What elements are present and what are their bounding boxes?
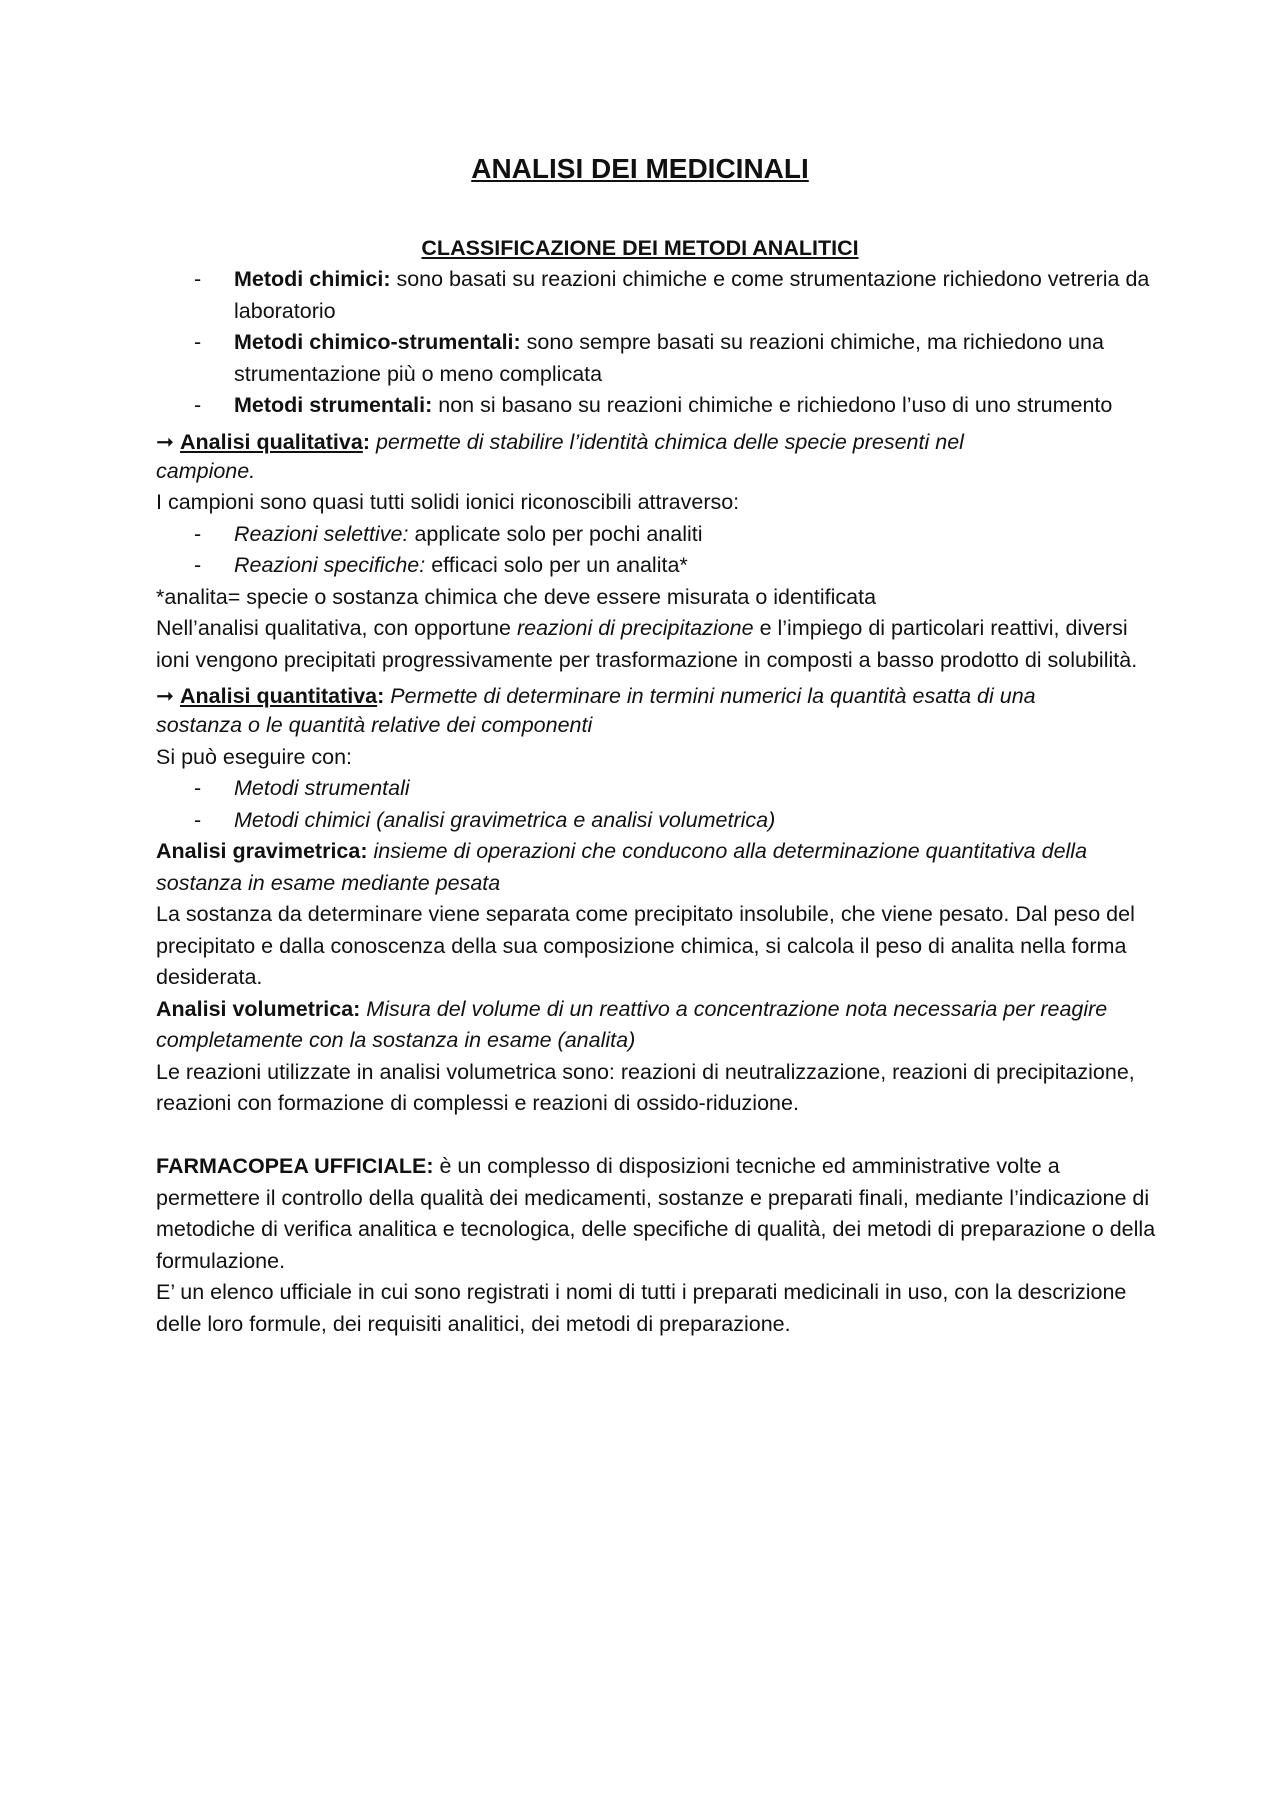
list-item: - Metodi chimici (analisi gravimetrica e analisi volumetrica) xyxy=(156,805,1156,837)
volumetrica-definition: Analisi volumetrica: Misura del volume di un reattivo a concentrazione nota necessaria per reagire completamente con la sostanza in esame (analita) xyxy=(156,996,1108,1052)
definition-continuation: sostanza o le quantità relative dei componenti xyxy=(156,713,593,737)
paragraph: La sostanza da determinare viene separata come precipitato insolubile, che viene pesato. Dal peso del precipitato e dalla conoscenza della sua composizione chimica, si calcola il peso di analita nella forma desiderata. xyxy=(156,902,1135,989)
definition-continuation: campione. xyxy=(156,458,256,483)
paragraph: Si può eseguire con: xyxy=(156,744,353,769)
term-label: Reazioni specifiche: xyxy=(234,553,426,577)
list-item: - Metodi strumentali xyxy=(156,773,1156,805)
definition-text: Permette di determinare in termini numerici la quantità esatta di una xyxy=(390,684,1036,708)
list-item: - Reazioni selettive: applicate solo per pochi analiti xyxy=(156,519,1156,551)
footnote: *analita= specie o sostanza chimica che deve essere misurata o identificata xyxy=(156,584,877,609)
paragraph: Le reazioni utilizzate in analisi volumetrica sono: reazioni di neutralizzazione, reazioni di precipitazione, reazioni con formazione di complessi e reazioni di ossido-riduzione. xyxy=(156,1059,1135,1115)
spacer xyxy=(156,1120,1156,1152)
methods-list xyxy=(156,264,1156,422)
term-description: non si basano su reazioni chimiche e richiedono l’uso di uno strumento xyxy=(432,393,1113,417)
term-label: Reazioni selettive: xyxy=(234,521,409,546)
paragraph: Nell’analisi qualitativa, con opportune reazioni di precipitazione e l’impiego di particolari reattivi, diversi ioni vengono precipitati progressivamente per trasformazione in composti a basso prodotto di solubilità. xyxy=(156,616,1138,672)
document-body xyxy=(156,264,1156,1340)
page-title: ANALISI DEI MEDICINALI xyxy=(471,153,809,184)
section-heading: CLASSIFICAZIONE DEI METODI ANALITICI xyxy=(421,236,859,260)
term-label: Metodi chimici: xyxy=(234,267,391,291)
term-label: Analisi quantitativa xyxy=(180,684,378,708)
list-item: - Reazioni specifiche: efficaci solo per un analita* xyxy=(156,550,1156,582)
arrow-icon: ➞ xyxy=(156,684,175,708)
qualitativa-heading: ➞ Analisi qualitativa: permette di stabilire l’identità chimica delle specie presenti nel xyxy=(156,429,964,454)
gravimetrica-definition: Analisi gravimetrica: insieme di operazioni che conducono alla determinazione quantitativa della sostanza in esame mediante pesata xyxy=(156,839,1088,895)
term-label: Analisi volumetrica: xyxy=(156,996,361,1021)
list-item xyxy=(156,264,1156,327)
list-item xyxy=(156,390,1156,422)
paragraph: E’ un elenco ufficiale in cui sono registrati i nomi di tutti i preparati medicinali in uso, con la descrizione delle loro formule, dei requisiti analitici, dei metodi di preparazione. xyxy=(156,1280,1127,1336)
arrow-icon: ➞ xyxy=(156,429,175,454)
term-label: Metodi chimico-strumentali: xyxy=(234,330,521,354)
definition-text: permette di stabilire l’identità chimica delle specie presenti nel xyxy=(375,429,964,454)
term-label: Analisi qualitativa xyxy=(180,429,363,454)
farmacopea-definition: FARMACOPEA UFFICIALE: è un complesso di disposizioni tecniche ed amministrative volte a permettere il controllo della qualità dei medicamenti, sostanze e preparati finali, mediante l’indicazione di metodiche di verifica analitica e tecnologica, delle specifiche di qualità, dei metodi di preparazione o della formulazione. xyxy=(156,1154,1156,1273)
quantitative-methods-list xyxy=(156,773,1156,836)
term-label: FARMACOPEA UFFICIALE: xyxy=(156,1154,434,1178)
term-label: Analisi gravimetrica: xyxy=(156,839,368,863)
term-description: sono sempre basati su reazioni chimiche, ma richiedono una strumentazione più o meno complicata xyxy=(234,330,1104,386)
reactions-list xyxy=(156,519,1156,582)
quantitativa-heading: ➞ Analisi quantitativa: Permette di determinare in termini numerici la quantità esatta di una xyxy=(156,684,1036,708)
term-label: Metodi strumentali: xyxy=(234,393,433,417)
paragraph: I campioni sono quasi tutti solidi ionici riconoscibili attraverso: xyxy=(156,490,740,514)
list-item xyxy=(156,327,1156,390)
term-description: sono basati su reazioni chimiche e come strumentazione richiedono vetreria da laboratorio xyxy=(234,267,1150,323)
